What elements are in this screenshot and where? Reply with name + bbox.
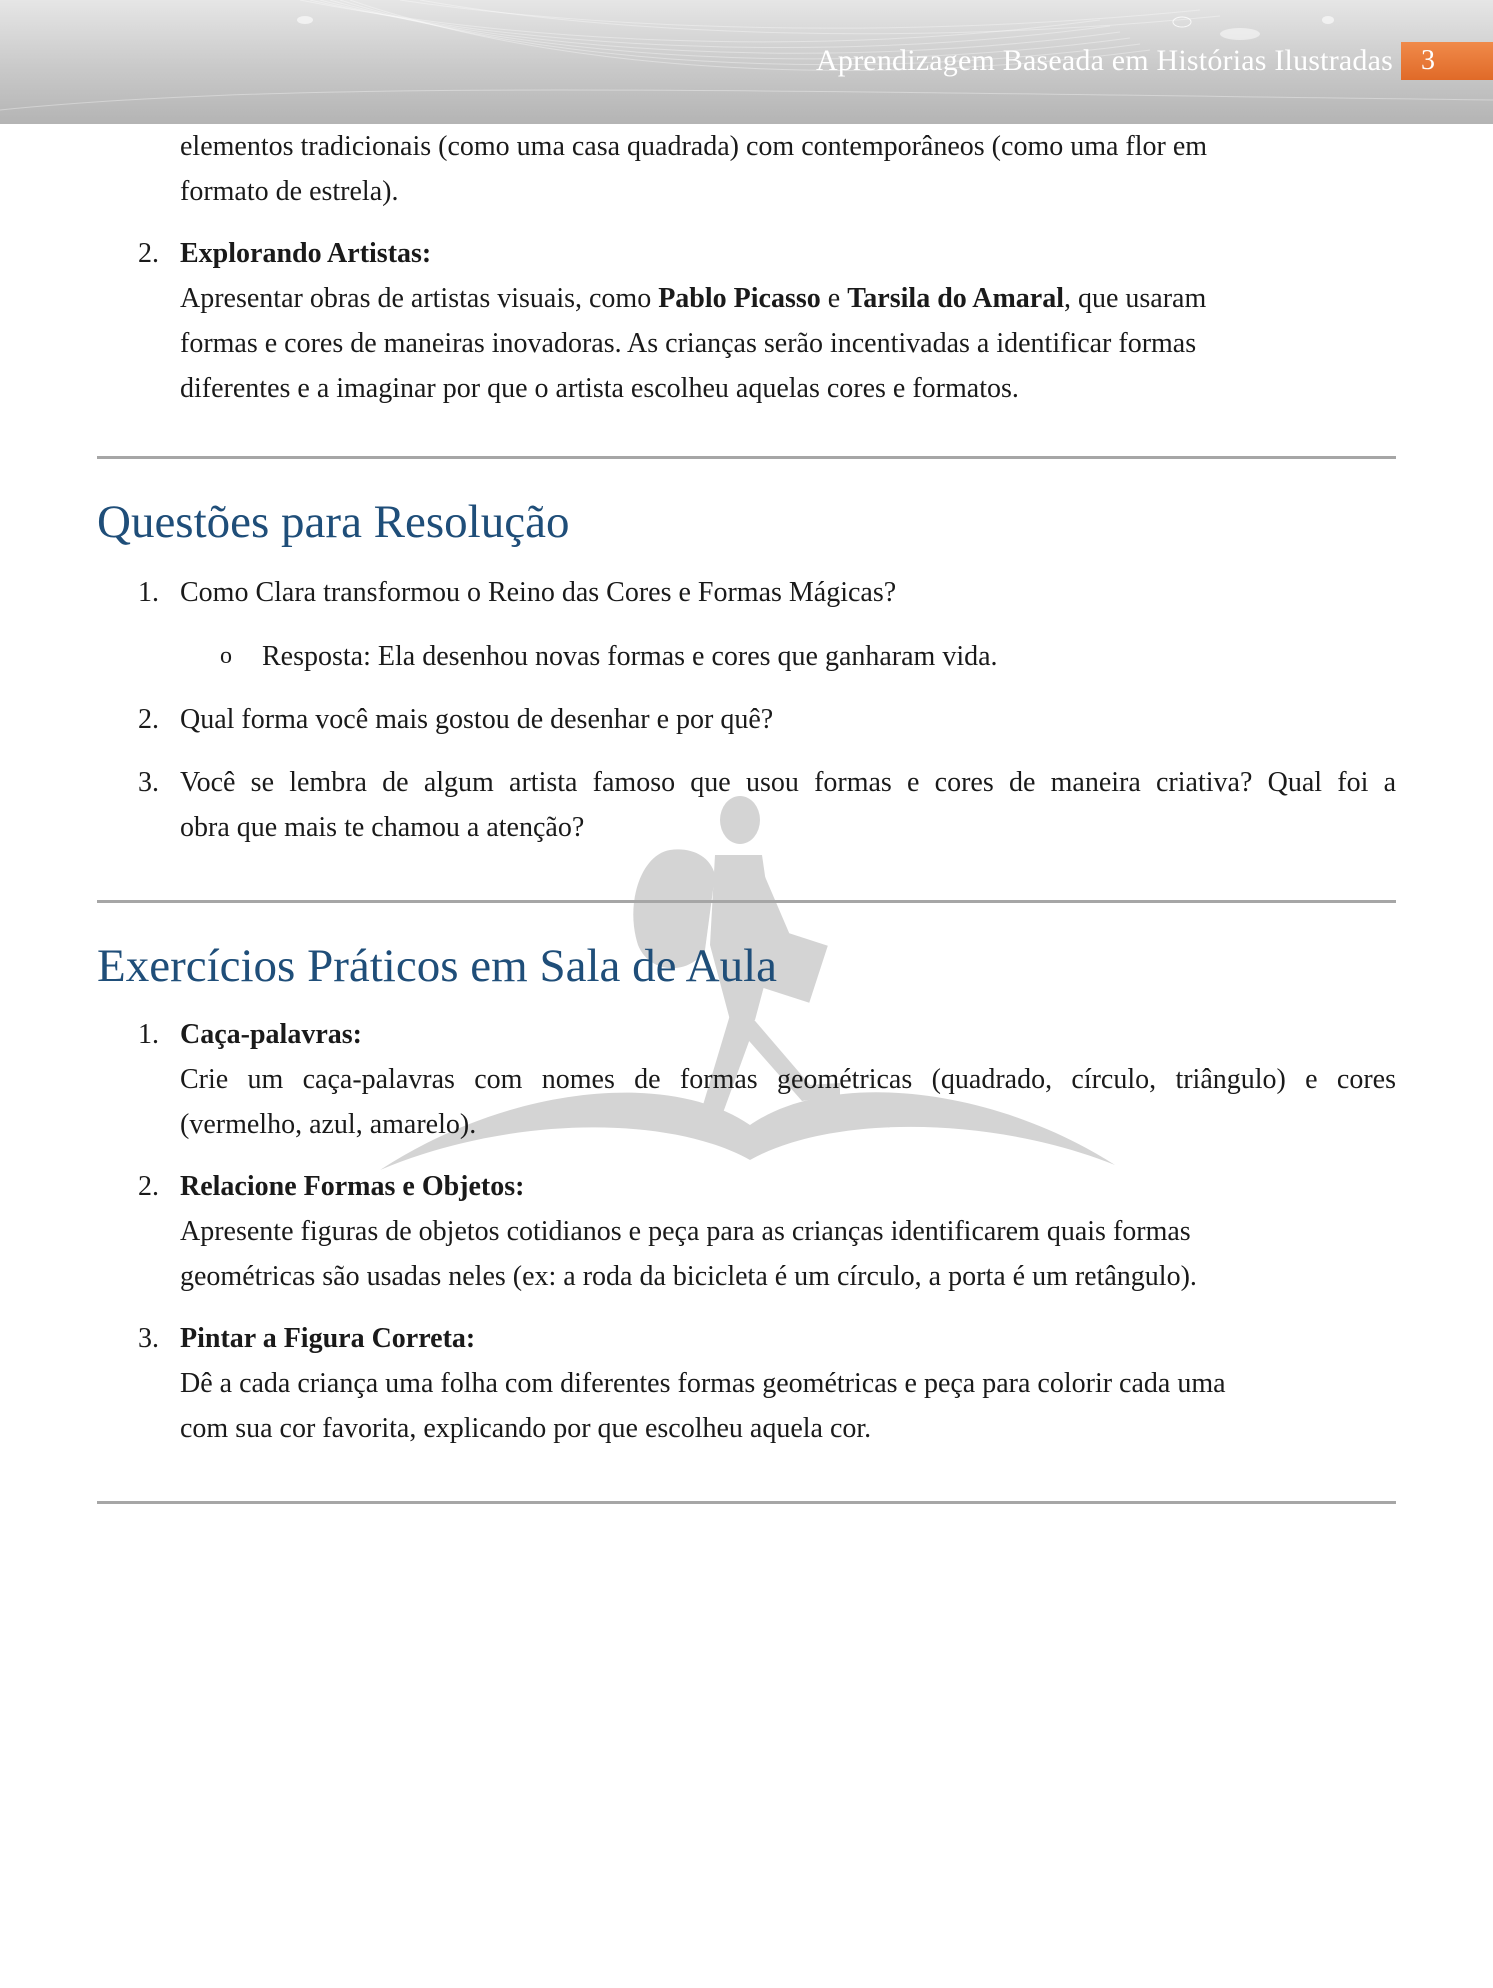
exercise-3-line-1: Dê a cada criança uma folha com diferentes formas geométricas e peça para colorir cada uma: [180, 1368, 1226, 1399]
question-3-line-1: Você se lembra de algum artista famoso que usou formas e cores de maneira criativa? Qual foi a: [180, 767, 1396, 798]
section-divider: [97, 900, 1396, 903]
question-1: Como Clara transformou o Reino das Cores e Formas Mágicas?: [180, 577, 897, 608]
exercise-3-line-2: com sua cor favorita, explicando por que escolheu aquela cor.: [180, 1413, 872, 1444]
heading-questoes: Questões para Resolução: [97, 496, 570, 548]
artistas-line-2: formas e cores de maneiras inovadoras. As crianças serão incentivadas a identificar formas: [180, 328, 1197, 359]
heading-exercicios: Exercícios Práticos em Sala de Aula: [97, 940, 777, 992]
list-number: 3.: [138, 1323, 159, 1354]
question-3-line-2: obra que mais te chamou a atenção?: [180, 812, 585, 843]
exercise-2-line-2: geométricas são usadas neles (ex: a roda da bicicleta é um círculo, a porta é um retângulo).: [180, 1261, 1197, 1292]
exercise-1-line-2: (vermelho, azul, amarelo).: [180, 1109, 477, 1140]
item-title-pintar: Pintar a Figura Correta:: [180, 1323, 476, 1354]
answer-1: Resposta: Ela desenhou novas formas e cores que ganharam vida.: [262, 641, 998, 672]
header-title: Aprendizagem Baseada em Histórias Ilustradas: [816, 44, 1393, 77]
text-segment: Apresentar obras de artistas visuais, como: [180, 283, 659, 314]
list-number: 2.: [138, 238, 159, 269]
question-2: Qual forma você mais gostou de desenhar e por quê?: [180, 704, 774, 735]
artist-name-picasso: Pablo Picasso: [658, 283, 821, 314]
section-divider: [97, 456, 1396, 459]
item-title-explorando-artistas: Explorando Artistas:: [180, 238, 432, 269]
list-number: 1.: [138, 577, 159, 608]
exercise-2-line-1: Apresente figuras de objetos cotidianos e peça para as crianças identificarem quais formas: [180, 1216, 1191, 1247]
page-header: [0, 0, 1493, 124]
section-divider: [97, 1501, 1396, 1504]
item-title-relacione: Relacione Formas e Objetos:: [180, 1171, 525, 1202]
exercise-1-line-1: Crie um caça-palavras com nomes de formas geométricas (quadrado, círculo, triângulo) e cores: [180, 1064, 1396, 1095]
artistas-line-3: diferentes e a imaginar por que o artista escolheu aquelas cores e formatos.: [180, 373, 1019, 404]
artistas-line-1: [180, 276, 1206, 321]
list-number: 3.: [138, 767, 159, 798]
page-number-badge: 3: [1401, 42, 1493, 80]
intro-line-2: formato de estrela).: [180, 176, 399, 207]
intro-line-1: elementos tradicionais (como uma casa quadrada) com contemporâneos (como uma flor em: [180, 131, 1208, 162]
artist-name-tarsila: Tarsila do Amaral: [847, 283, 1064, 314]
sub-bullet: o: [220, 643, 232, 669]
item-title-caca-palavras: Caça-palavras:: [180, 1019, 362, 1050]
text-segment: e: [820, 283, 848, 314]
text-segment: , que usaram: [1063, 283, 1207, 314]
list-number: 2.: [138, 1171, 159, 1202]
list-number: 2.: [138, 704, 159, 735]
list-number: 1.: [138, 1019, 159, 1050]
